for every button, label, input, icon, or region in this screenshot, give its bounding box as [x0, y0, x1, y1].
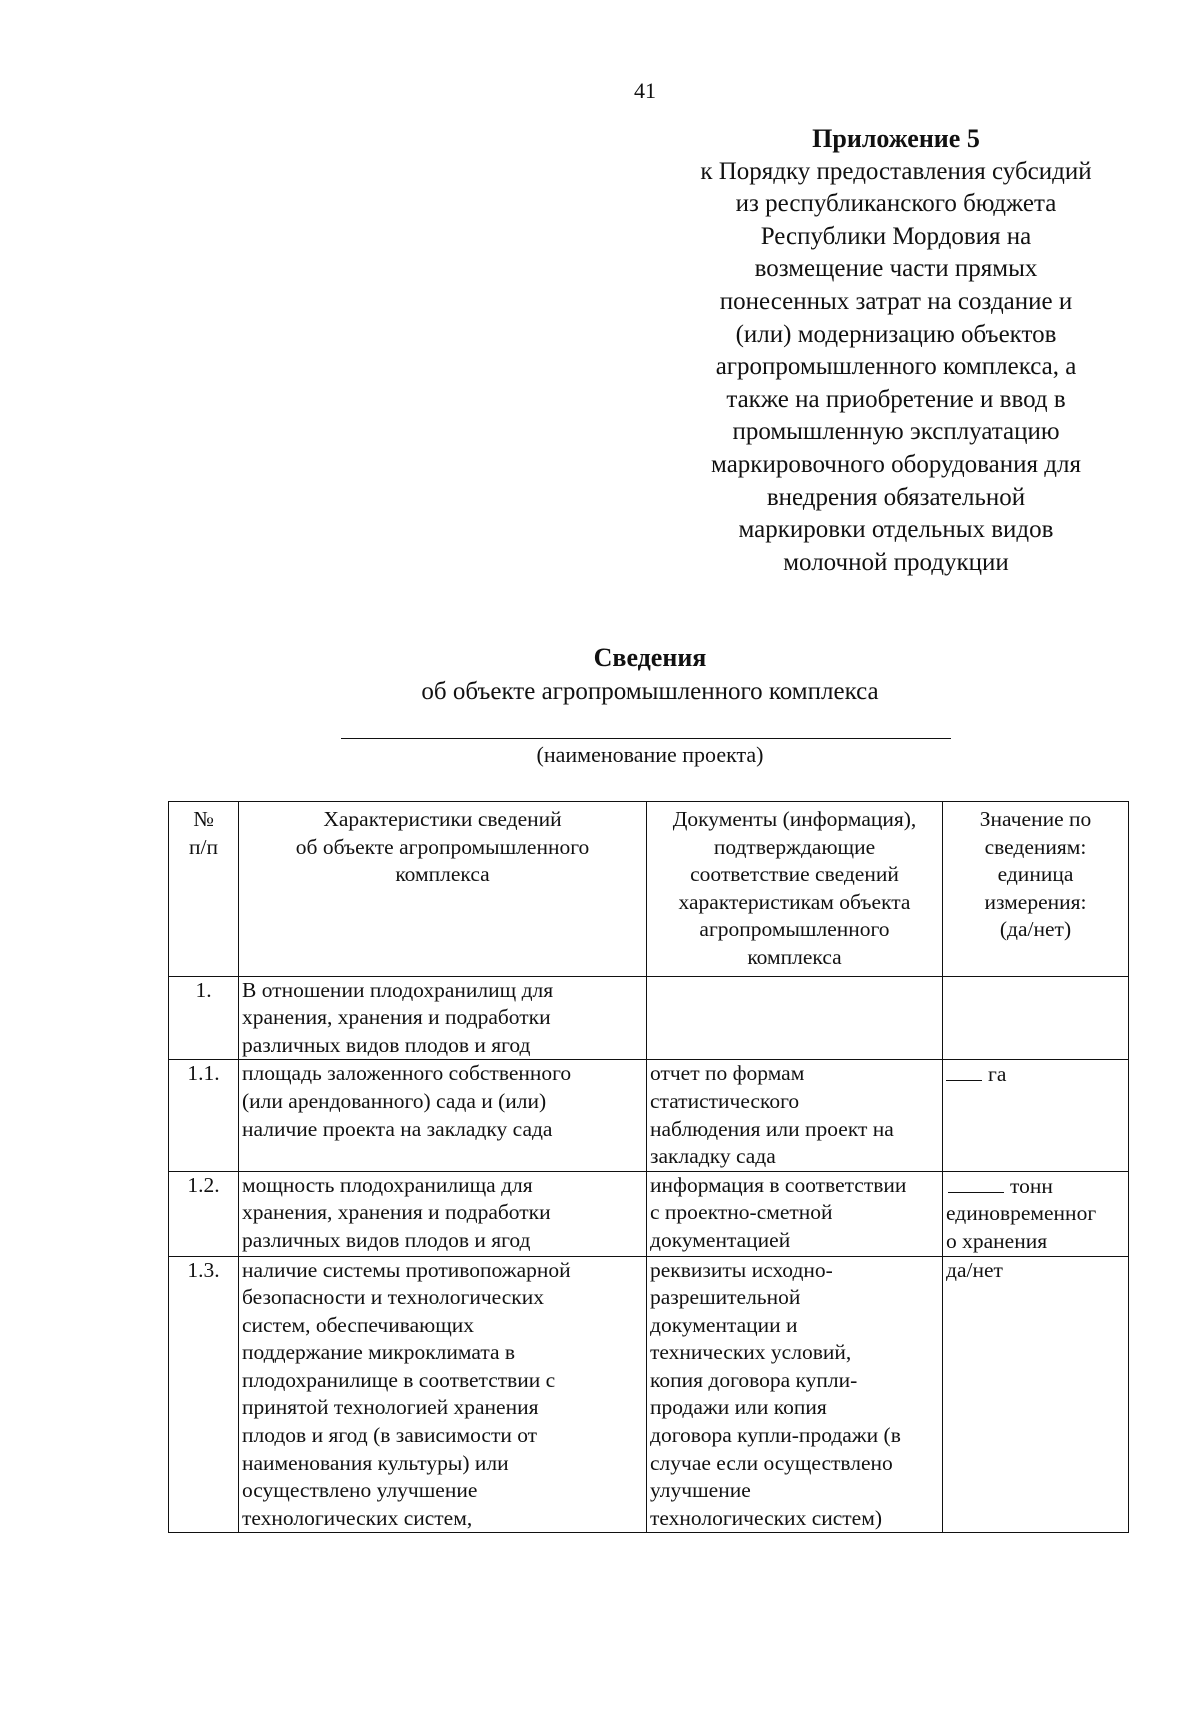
- row-documents: [647, 976, 943, 1060]
- appendix-line: к Порядку предоставления субсидий: [700, 157, 1092, 185]
- appendix-line: возмещение части прямых: [754, 255, 1038, 283]
- row-value: тонн единовременног о хранения: [946, 1173, 1097, 1253]
- row-characteristic: наличие системы противопожарной безопасности и технологических систем, обеспечивающих поддержание микроклимата в плодохранилище в соответствии с принятой технологией хранения плодов и ягод (в зависимости от наименования культуры) или осуществлено улучшение технологических систем,: [239, 1256, 647, 1533]
- table-row: [169, 976, 1129, 1060]
- row-value-cell: [943, 1060, 1129, 1171]
- appendix-line: Республики Мордовия на: [760, 222, 1032, 250]
- row-characteristic: площадь заложенного собственного (или арендованного) сада и (или) наличие проекта на закладку сада: [239, 1060, 647, 1171]
- project-name-caption: (наименование проекта): [536, 742, 764, 767]
- row-value: да/нет: [943, 1256, 1129, 1533]
- row-documents: реквизиты исходно- разрешительной документации и технических условий, копия договора купли- продажи или копия договора купли-продажи (в случае если осуществлено улучшение технологических систем): [647, 1256, 943, 1533]
- appendix-line: маркировочного оборудования для: [711, 450, 1081, 478]
- appendix-title: Приложение 5: [812, 124, 980, 153]
- appendix-line: понесенных затрат на создание и: [719, 287, 1073, 315]
- row-number: 1.2.: [169, 1171, 239, 1256]
- appendix-line: молочной продукции: [783, 548, 1009, 576]
- row-characteristic: мощность плодохранилища для хранения, хранения и подработки различных видов плодов и ягод: [239, 1171, 647, 1256]
- row-value-cell: [943, 1171, 1129, 1256]
- appendix-line: внедрения обязательной: [766, 483, 1026, 511]
- row-value: [943, 976, 1129, 1060]
- header-documents: Документы (информация), подтверждающие соответствие сведений характеристикам объекта агропромышленного комплекса: [647, 802, 943, 977]
- row-documents: информация в соответствии с проектно-сметной документацией: [647, 1171, 943, 1256]
- appendix-line: также на приобретение и ввод в: [726, 385, 1066, 413]
- row-documents: отчет по формам статистического наблюдения или проект на закладку сада: [647, 1060, 943, 1171]
- page-number: 41: [634, 78, 656, 103]
- document-subtitle: об объекте агропромышленного комплекса: [421, 678, 879, 705]
- header-characteristics: Характеристики сведений об объекте агропромышленного комплекса: [239, 802, 647, 977]
- appendix-line: (или) модернизацию объектов: [735, 320, 1057, 348]
- value-blank-line: [946, 1060, 982, 1081]
- appendix-line: агропромышленного комплекса, а: [715, 353, 1077, 381]
- table-row: [169, 1060, 1129, 1171]
- table-header-row: [169, 802, 1129, 977]
- appendix-line: из республиканского бюджета: [735, 190, 1057, 218]
- value-blank-line: [948, 1172, 1004, 1193]
- table-row: [169, 1171, 1129, 1256]
- header-value: Значение по сведениям: единица измерения: (да/нет): [943, 802, 1129, 977]
- project-name-line: [341, 738, 951, 739]
- info-table: [168, 801, 1129, 1533]
- row-number: 1.: [169, 976, 239, 1060]
- document-title: Сведения: [593, 643, 707, 672]
- row-characteristic: В отношении плодохранилищ для хранения, хранения и подработки различных видов плодов и ягод: [239, 976, 647, 1060]
- row-value: га: [988, 1062, 1007, 1087]
- header-number: № п/п: [169, 802, 239, 977]
- row-number: 1.3.: [169, 1256, 239, 1533]
- row-number: 1.1.: [169, 1060, 239, 1171]
- appendix-line: маркировки отдельных видов: [738, 516, 1054, 544]
- appendix-line: промышленную эксплуатацию: [732, 418, 1060, 446]
- appendix-block: [668, 123, 1124, 579]
- table-row: [169, 1256, 1129, 1533]
